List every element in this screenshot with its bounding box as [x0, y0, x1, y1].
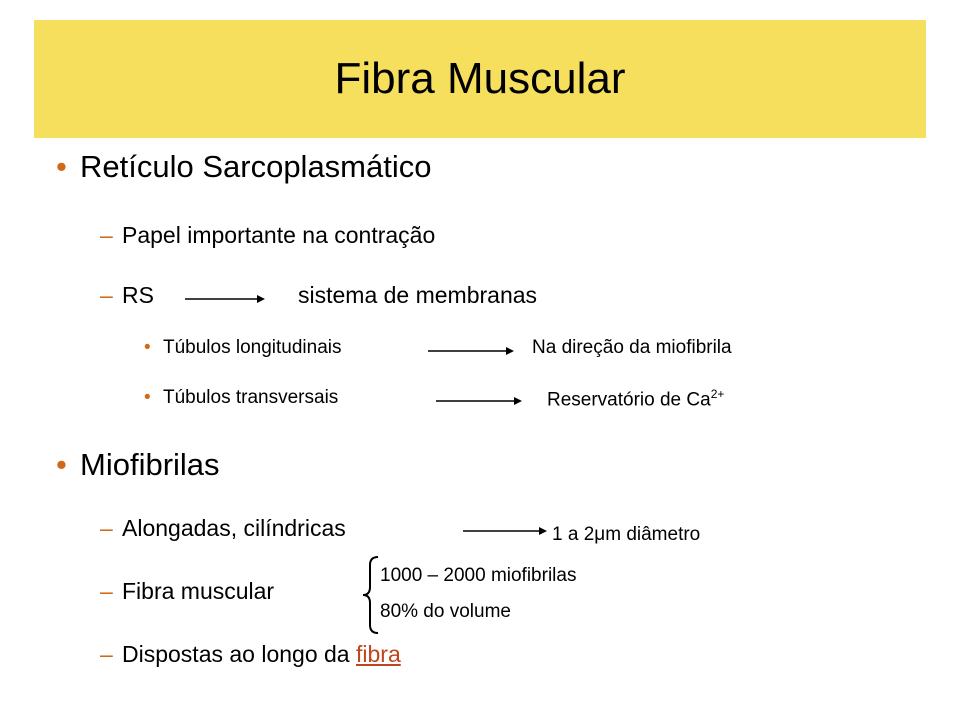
item-rs-desc: sistema de membranas [298, 282, 538, 308]
dash-icon: – [100, 578, 113, 604]
arrow-right-icon [185, 293, 265, 305]
arrow-right-icon [463, 525, 547, 537]
superscript-charge: 2+ [710, 387, 725, 401]
bullet-icon: • [56, 447, 67, 482]
arrow-right-icon [428, 345, 514, 357]
item-dispostas: Dispostas ao longo da fibra [122, 641, 401, 667]
bullet-icon: • [144, 337, 151, 358]
dash-icon: – [100, 515, 113, 541]
item-alongadas-desc: 1 a 2μm diâmetro [552, 524, 701, 545]
brace-line-miofibrilas: 1000 – 2000 miofibrilas [380, 565, 577, 586]
subitem-longitudinais: Túbulos longitudinais [163, 337, 342, 358]
heading-miofibrilas: Miofibrilas [80, 447, 220, 482]
item-rs: RS [122, 282, 154, 308]
title-band [34, 20, 926, 138]
brace-line-volume: 80% do volume [380, 601, 511, 622]
slide-title: Fibra Muscular [334, 54, 626, 103]
subitem-transversais-desc: Reservatório de $Ca^{2+}$ [547, 387, 725, 411]
heading-reticulo: Retículo Sarcoplasmático [80, 149, 432, 184]
arrow-right-icon [436, 395, 522, 407]
subitem-longitudinais-desc: Na direção da miofibrila [532, 337, 732, 358]
fibra-link[interactable]: fibra [356, 641, 401, 667]
dash-icon: – [100, 282, 113, 308]
dash-icon: – [100, 222, 113, 248]
subitem-transversais: Túbulos transversais [163, 387, 339, 408]
bullet-icon: • [56, 149, 67, 184]
bullet-icon: • [144, 387, 151, 408]
dash-icon: – [100, 641, 113, 667]
item-papel: Papel importante na contração [122, 222, 436, 248]
item-alongadas: Alongadas, cilíndricas [122, 515, 346, 541]
item-fibra-muscular: Fibra muscular [122, 578, 275, 604]
